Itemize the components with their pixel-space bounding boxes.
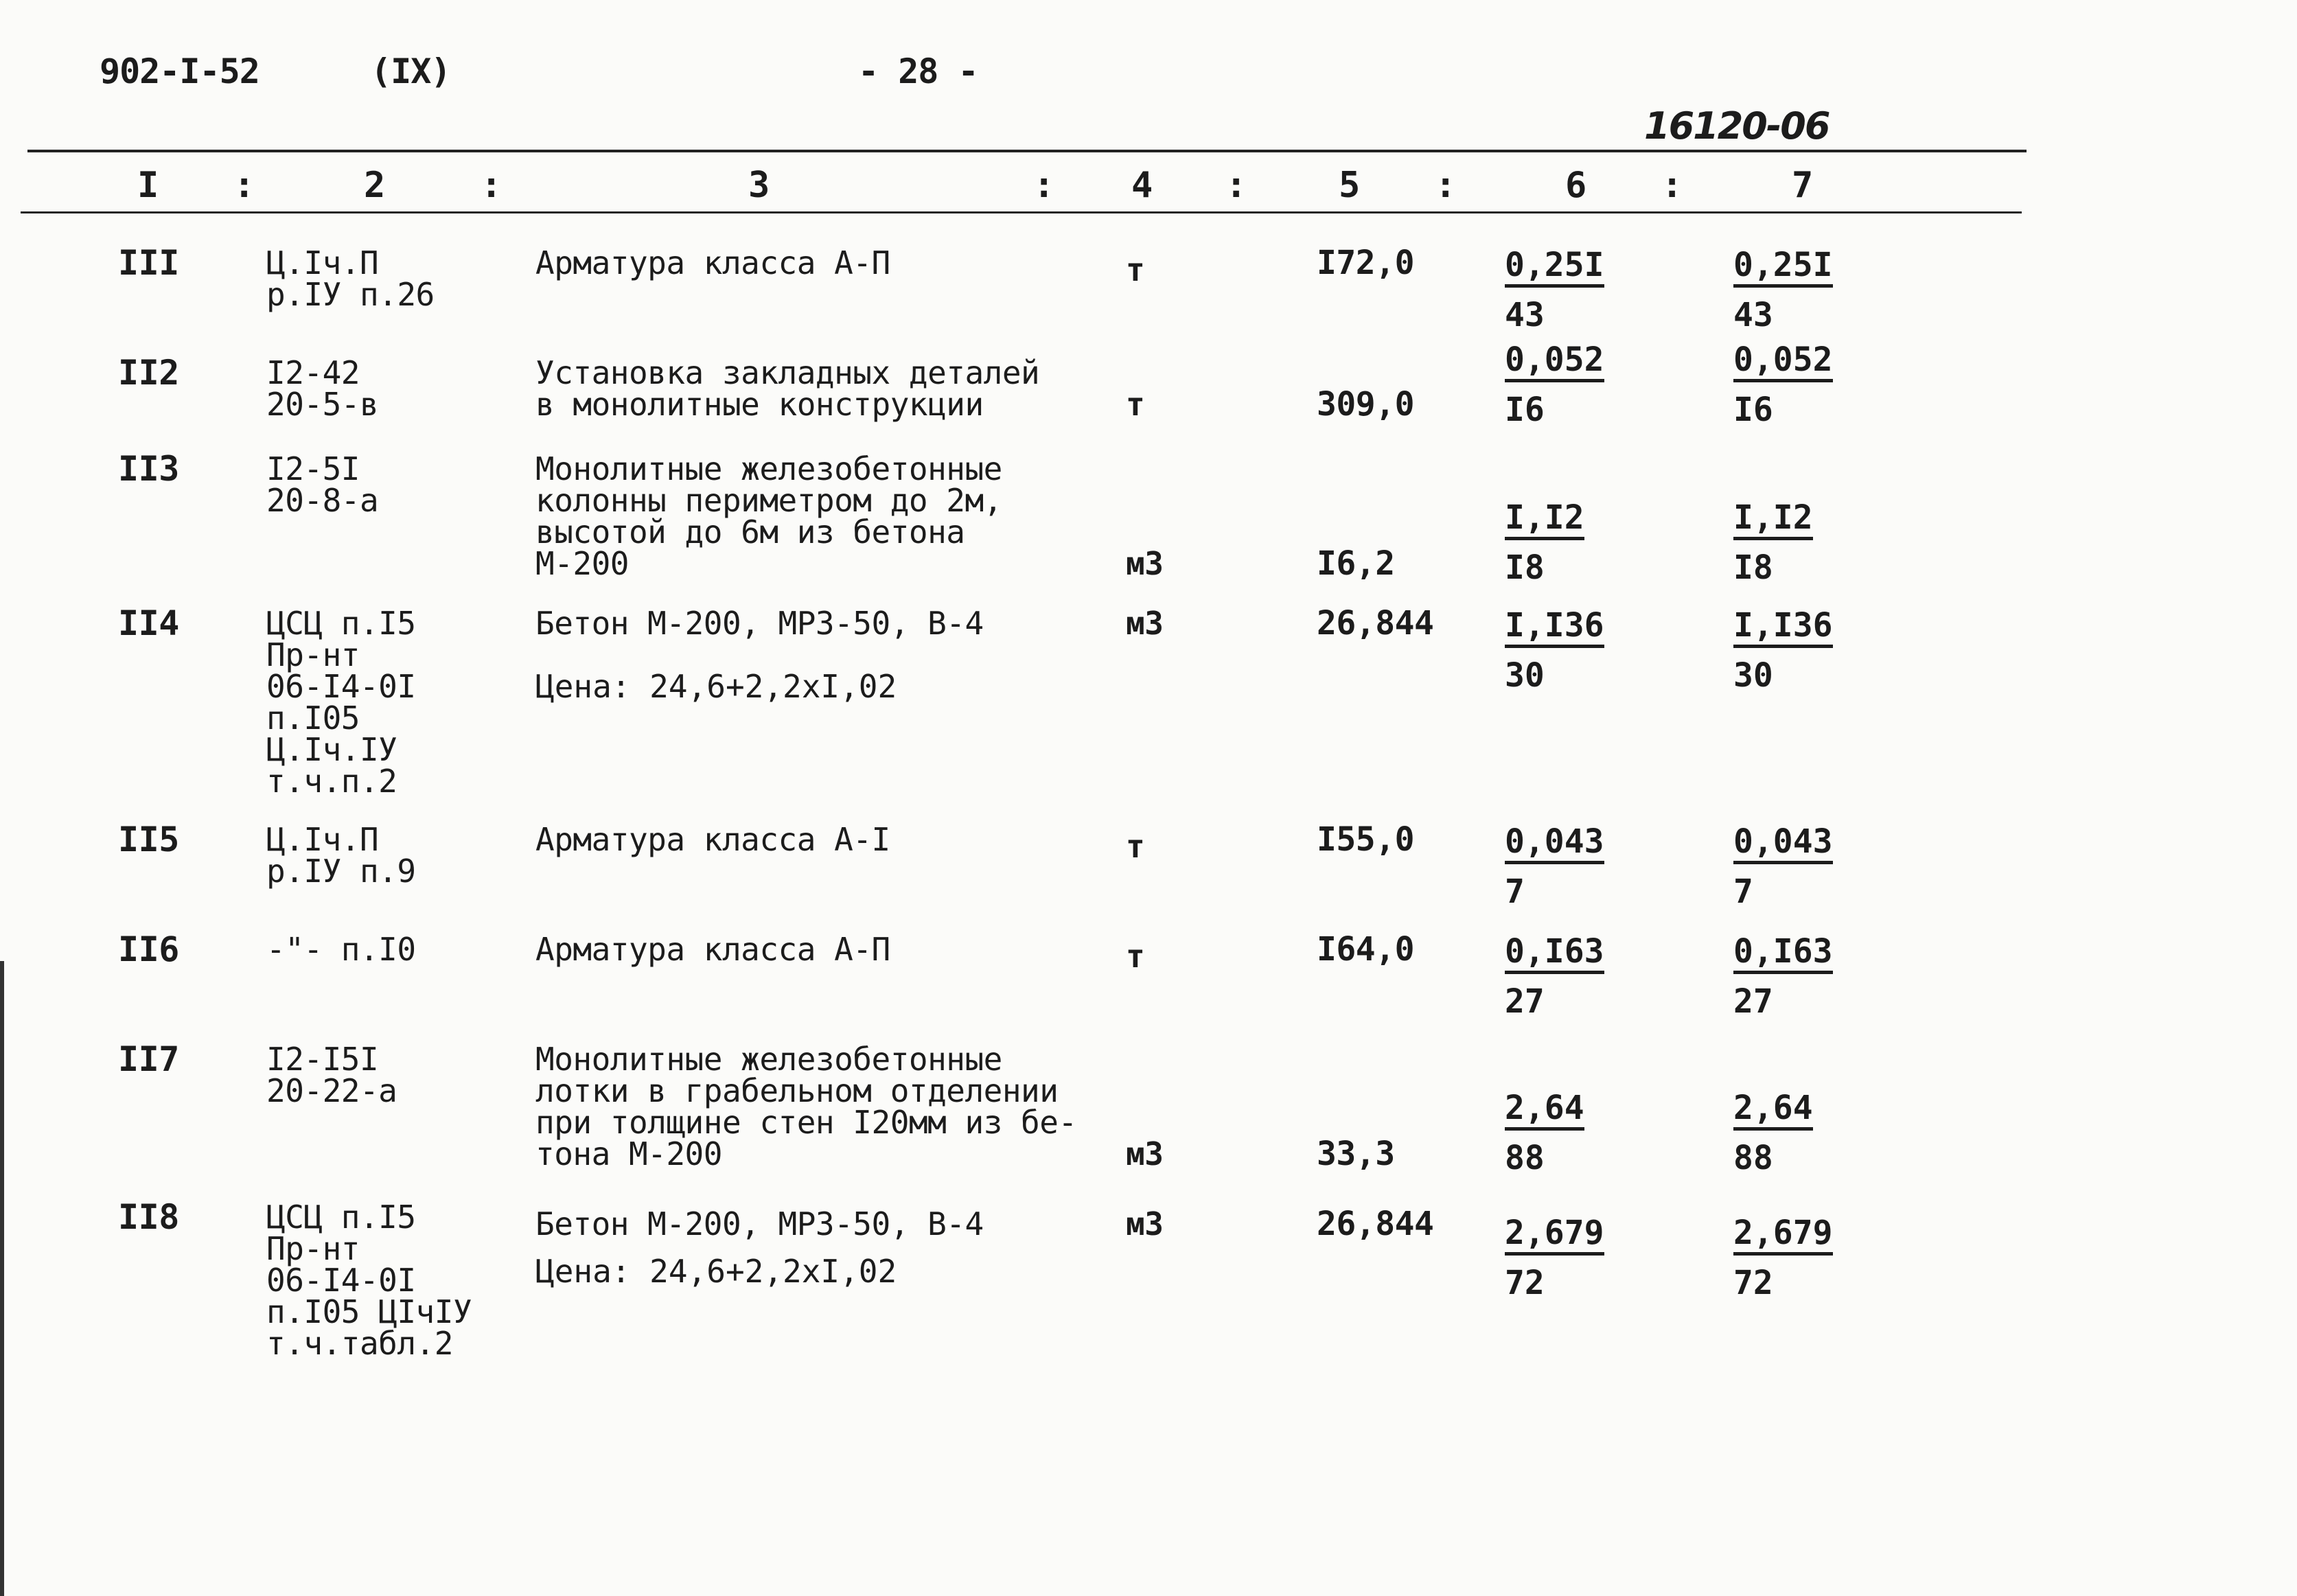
column-separator: : — [481, 165, 503, 206]
fraction-numerator: 0,25I — [1505, 248, 1604, 288]
description-line: Бетон М-200, МРЗ-50, В-4 — [535, 605, 984, 642]
column-header-1: I — [137, 165, 159, 206]
fraction-col6 — [1505, 932, 1604, 1021]
fraction-numerator: 0,I63 — [1733, 935, 1833, 974]
fraction-denominator: 72 — [1505, 1264, 1545, 1302]
unit: т — [1126, 251, 1145, 288]
fraction-col6 — [1505, 248, 1604, 332]
fraction-denominator: 43 — [1733, 296, 1773, 334]
column-separator: : — [1435, 165, 1457, 206]
description-line: высотой до 6м из бетона — [535, 513, 965, 551]
ref-line: Пр-нт — [266, 636, 360, 673]
table-top-rule — [27, 150, 2027, 152]
fraction-col6 — [1505, 1091, 1584, 1175]
unit: м3 — [1126, 1205, 1164, 1242]
column-separator: : — [233, 165, 255, 206]
quantity: I6,2 — [1317, 544, 1395, 583]
ref-line: т.ч.п.2 — [266, 763, 397, 800]
ref-line: I2-I5I — [266, 1041, 379, 1078]
fraction-denominator: 88 — [1733, 1139, 1773, 1177]
fraction-denominator: 7 — [1733, 872, 1753, 911]
fraction-numerator: 2,679 — [1505, 1216, 1604, 1256]
ref-line: Пр-нт — [266, 1230, 360, 1267]
fraction-col6 — [1505, 340, 1604, 429]
row-number: II4 — [118, 603, 179, 643]
description-line: Арматура класса А-П — [535, 244, 890, 281]
ref-line: Ц.Iч.IУ — [266, 731, 397, 768]
fraction-numerator: 2,64 — [1505, 1091, 1584, 1131]
fraction-col7 — [1733, 1214, 1833, 1302]
ref-line: 20-5-в — [266, 386, 379, 423]
fraction-numerator: 0,25I — [1733, 248, 1833, 288]
handwritten-stamp: 16120-06 — [1644, 104, 1829, 148]
document-number: 902-I-52 — [100, 51, 259, 91]
column-header-3: 3 — [748, 165, 770, 206]
description-line: Монолитные железобетонные — [535, 1041, 1002, 1078]
row-number: II7 — [118, 1039, 179, 1079]
fraction-col7 — [1733, 340, 1833, 429]
ref-line: 06-I4-0I — [266, 668, 416, 705]
description-line: Установка закладных деталей — [535, 354, 1040, 391]
ref-line: п.I05 ЦIчIУ — [266, 1293, 472, 1330]
fraction-denominator: 27 — [1505, 982, 1545, 1021]
ref-line: р.IУ п.26 — [266, 276, 435, 313]
column-header-4: 4 — [1131, 165, 1153, 206]
fraction-numerator: I,I36 — [1733, 609, 1833, 648]
description-line: лотки в грабельном отделении — [535, 1072, 1059, 1109]
fraction-denominator: 27 — [1733, 982, 1773, 1021]
row-number: II5 — [118, 820, 179, 859]
unit: т — [1126, 828, 1145, 865]
description-line: тона М-200 — [535, 1135, 722, 1172]
fraction-col7 — [1733, 248, 1833, 332]
column-header-6: 6 — [1565, 165, 1587, 206]
description-line: Бетон М-200, МРЗ-50, В-4 — [535, 1205, 984, 1242]
quantity: I55,0 — [1317, 820, 1414, 859]
fraction-col7 — [1733, 932, 1833, 1021]
quantity: I72,0 — [1317, 244, 1414, 282]
column-header-7: 7 — [1792, 165, 1814, 206]
fraction-denominator: 7 — [1505, 872, 1525, 911]
ref-line: Ц.Iч.П — [266, 821, 379, 858]
column-separator: : — [1225, 165, 1247, 206]
fraction-denominator: 30 — [1505, 656, 1545, 695]
unit: м3 — [1126, 605, 1164, 642]
fraction-numerator: 0,I63 — [1505, 935, 1604, 974]
fraction-col6 — [1505, 1214, 1604, 1302]
fraction-numerator: 2,679 — [1733, 1216, 1833, 1256]
unit: т — [1126, 386, 1145, 423]
fraction-numerator: I,I2 — [1505, 501, 1584, 540]
fraction-denominator: I6 — [1733, 391, 1773, 429]
ref-line: т.ч.табл.2 — [266, 1325, 453, 1362]
description-line: в монолитные конструкции — [535, 386, 984, 423]
description-line: Арматура класса А-I — [535, 821, 890, 858]
fraction-col6 — [1505, 498, 1584, 587]
ref-line: I2-42 — [266, 354, 360, 391]
ref-line: р.IУ п.9 — [266, 853, 416, 890]
row-number: II3 — [118, 449, 179, 489]
fraction-col6 — [1505, 606, 1604, 695]
price-formula: Цена: 24,6+2,2хI,02 — [535, 1253, 897, 1290]
unit: м3 — [1126, 1135, 1164, 1172]
description-line: колонны периметром до 2м, — [535, 482, 1002, 519]
quantity: 33,3 — [1317, 1135, 1395, 1173]
row-number: II8 — [118, 1197, 179, 1237]
quantity: 26,844 — [1317, 604, 1434, 643]
fraction-col7 — [1733, 606, 1833, 695]
ref-line: п.I05 — [266, 699, 360, 737]
ref-line: ЦСЦ п.I5 — [266, 605, 416, 642]
fraction-denominator: 43 — [1505, 296, 1545, 334]
quantity: 26,844 — [1317, 1205, 1434, 1243]
description-line: при толщине стен I20мм из бе- — [535, 1104, 1077, 1141]
fraction-numerator: 2,64 — [1733, 1091, 1813, 1131]
fraction-denominator: I6 — [1505, 391, 1545, 429]
description-line: Монолитные железобетонные — [535, 450, 1002, 487]
unit: т — [1126, 938, 1145, 975]
fraction-numerator: 0,052 — [1505, 343, 1604, 382]
fraction-col6 — [1505, 822, 1604, 911]
ref-line: 20-22-а — [266, 1072, 397, 1109]
fraction-denominator: I8 — [1505, 548, 1545, 587]
header-bottom-rule — [21, 211, 2022, 213]
left-margin-bar — [0, 961, 4, 1596]
price-formula: Цена: 24,6+2,2хI,02 — [535, 668, 897, 705]
description-line: М-200 — [535, 545, 629, 582]
fraction-col7 — [1733, 498, 1813, 587]
column-header-5: 5 — [1339, 165, 1361, 206]
section-number: (IX) — [371, 51, 451, 91]
row-number: II6 — [118, 929, 179, 969]
column-separator: : — [1661, 165, 1683, 206]
description-line: Арматура класса А-П — [535, 931, 890, 968]
row-number: II2 — [118, 353, 179, 393]
ref-line: ЦСЦ п.I5 — [266, 1199, 416, 1236]
fraction-denominator: 88 — [1505, 1139, 1545, 1177]
fraction-denominator: 30 — [1733, 656, 1773, 695]
ref-line: I2-5I — [266, 450, 360, 487]
ref-line: 06-I4-0I — [266, 1262, 416, 1299]
fraction-numerator: 0,052 — [1733, 343, 1833, 382]
row-number: III — [118, 243, 179, 283]
fraction-numerator: I,I36 — [1505, 609, 1604, 648]
ref-line: Ц.Iч.П — [266, 244, 379, 281]
ref-line: -"- п.I0 — [266, 931, 416, 968]
fraction-numerator: 0,043 — [1505, 825, 1604, 864]
fraction-numerator: I,I2 — [1733, 501, 1813, 540]
fraction-denominator: I8 — [1733, 548, 1773, 587]
unit: м3 — [1126, 545, 1164, 582]
ref-line: 20-8-а — [266, 482, 379, 519]
fraction-col7 — [1733, 1091, 1813, 1175]
fraction-numerator: 0,043 — [1733, 825, 1833, 864]
quantity: I64,0 — [1317, 930, 1414, 969]
fraction-denominator: 72 — [1733, 1264, 1773, 1302]
column-separator: : — [1033, 165, 1055, 206]
column-header-2: 2 — [364, 165, 386, 206]
quantity: 309,0 — [1317, 385, 1414, 424]
fraction-col7 — [1733, 822, 1833, 911]
page-number: - 28 - — [858, 51, 978, 91]
